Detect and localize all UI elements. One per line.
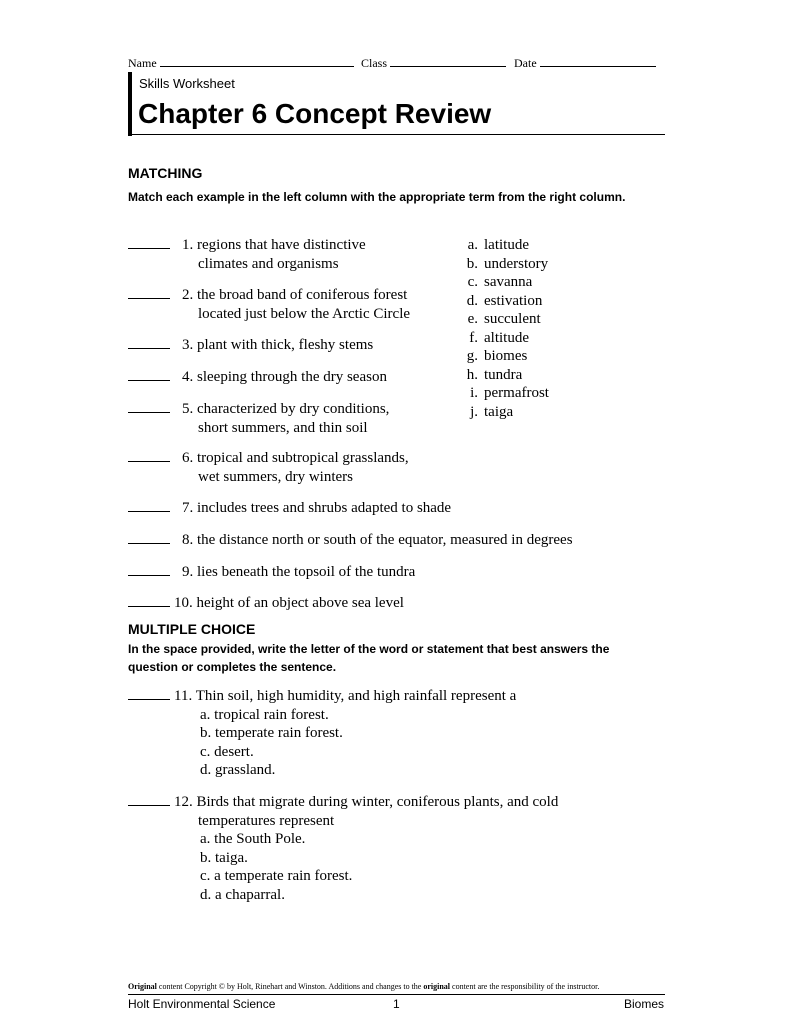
choice-item: c. desert. bbox=[200, 743, 254, 760]
multiple-choice-instructions: In the space provided, write the letter of the word or statement that best answers the question or completes the sentence. bbox=[128, 642, 610, 674]
answer-blank[interactable] bbox=[128, 499, 170, 512]
answer-blank[interactable] bbox=[128, 286, 170, 299]
choice-item: d. a chaparral. bbox=[200, 886, 285, 903]
title-bar bbox=[128, 72, 132, 136]
matching-question-3: 3. plant with thick, fleshy stems bbox=[128, 336, 373, 355]
answer-blank[interactable] bbox=[128, 368, 170, 381]
class-line bbox=[390, 54, 506, 67]
header-class bbox=[361, 54, 506, 71]
answer-blank[interactable] bbox=[128, 594, 170, 607]
term-item: d. estivation bbox=[466, 292, 543, 309]
choice-item: a. tropical rain forest. bbox=[200, 706, 329, 723]
term-item: c. savanna bbox=[467, 274, 533, 290]
name-label: Name bbox=[128, 56, 157, 70]
answer-blank[interactable] bbox=[128, 563, 170, 576]
footer-chapter: Biomes bbox=[623, 997, 664, 1011]
matching-question-8: 8. the distance north or south of the equator, measured in degrees bbox=[128, 531, 573, 550]
copyright-footnote: Original content Copyright © by Holt, Rinehart and Winston. Additions and changes to the original content are the responsibility of the instructor. bbox=[128, 982, 600, 991]
date-label: Date bbox=[514, 56, 537, 70]
choice-item: b. temperate rain forest. bbox=[200, 725, 343, 741]
matching-heading: MATCHING bbox=[128, 165, 203, 181]
footer-page-number: 1 bbox=[393, 997, 400, 1011]
worksheet-subtitle: Skills Worksheet bbox=[139, 76, 235, 91]
title-rule bbox=[128, 134, 665, 135]
matching-instructions: Match each example in the left column with the appropriate term from the right column. bbox=[128, 190, 626, 204]
term-item: i. permafrost bbox=[470, 385, 549, 401]
term-item: g. biomes bbox=[466, 348, 528, 364]
multiple-choice-heading: MULTIPLE CHOICE bbox=[128, 621, 256, 637]
name-line bbox=[160, 54, 354, 67]
term-item: h. tundra bbox=[466, 366, 523, 383]
answer-blank[interactable] bbox=[128, 400, 170, 413]
matching-question-1: 1. regions that have distinctive climates and organisms bbox=[128, 236, 366, 273]
header-date bbox=[514, 54, 656, 71]
answer-blank[interactable] bbox=[128, 236, 170, 249]
terms-list bbox=[462, 236, 549, 421]
term-item: e. succulent bbox=[467, 311, 541, 327]
page-title: Chapter 6 Concept Review bbox=[138, 98, 492, 129]
term-item: j. taiga bbox=[470, 403, 514, 420]
choice-item: b. taiga. bbox=[200, 849, 248, 866]
matching-question-5: 5. characterized by dry conditions, short summers, and thin soil bbox=[128, 400, 389, 437]
footer-book-title: Holt Environmental Science bbox=[128, 997, 276, 1011]
term-item: a. latitude bbox=[467, 237, 529, 253]
term-item: b. understory bbox=[466, 255, 549, 272]
matching-question-4: 4. sleeping through the dry season bbox=[128, 368, 387, 387]
class-label: Class bbox=[361, 56, 388, 70]
matching-question-9: 9. lies beneath the topsoil of the tundra bbox=[128, 563, 415, 582]
matching-question-7: 7. includes trees and shrubs adapted to shade bbox=[128, 499, 451, 518]
term-item: f. altitude bbox=[469, 329, 529, 346]
matching-question-6: 6. tropical and subtropical grasslands, wet summers, dry winters bbox=[128, 449, 409, 486]
matching-question-10: 10. height of an object above sea level bbox=[128, 594, 404, 613]
choice-item: c. a temperate rain forest. bbox=[200, 868, 353, 884]
answer-blank[interactable] bbox=[128, 793, 170, 806]
mc-question-11: 11. Thin soil, high humidity, and high rainfall represent a a. tropical rain forest. b. temperate rain forest. c. desert. d. grassland. bbox=[128, 687, 516, 780]
answer-blank[interactable] bbox=[128, 531, 170, 544]
matching-question-2: 2. the broad band of coniferous forest located just below the Arctic Circle bbox=[128, 286, 410, 323]
answer-blank[interactable] bbox=[128, 336, 170, 349]
mc-question-12: 12. Birds that migrate during winter, coniferous plants, and cold temperatures represent a. the South Pole. b. taiga. c. a temperate rain forest. d. a chaparral. bbox=[128, 793, 558, 904]
answer-blank[interactable] bbox=[128, 449, 170, 462]
choice-item: a. the South Pole. bbox=[200, 831, 306, 847]
choice-item: d. grassland. bbox=[200, 762, 276, 778]
answer-blank[interactable] bbox=[128, 687, 170, 700]
header-name bbox=[128, 54, 354, 71]
date-line bbox=[540, 54, 656, 67]
footer-rule bbox=[128, 994, 665, 995]
